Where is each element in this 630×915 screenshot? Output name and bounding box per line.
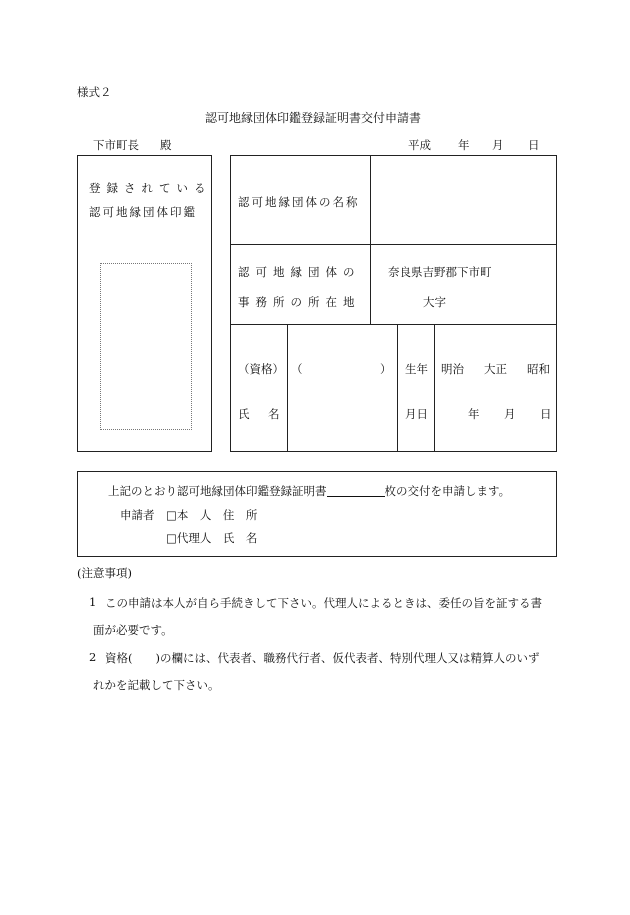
era-taisho: 大正 — [484, 362, 507, 376]
qualification-paren-close: ） — [380, 362, 392, 376]
birth-label-2: 月日 — [405, 407, 428, 421]
column-divider — [434, 324, 435, 452]
date-month-unit: 月 — [492, 138, 504, 152]
column-divider — [370, 155, 371, 324]
qualification-field[interactable] — [302, 356, 378, 378]
birth-year-unit: 年 — [468, 407, 480, 421]
office-address-value-1: 奈良県吉野郡下市町 — [388, 265, 492, 279]
honorific: 殿 — [160, 138, 172, 152]
note-2-number: 2 — [89, 650, 97, 664]
name-label-2: 名 — [268, 407, 280, 421]
note-2-line-2: れかを記載して下さい。 — [93, 678, 220, 692]
date-day-unit: 日 — [528, 138, 540, 152]
request-statement — [108, 483, 510, 499]
applicant-agent-option[interactable]: □代理人 氏 名 — [166, 531, 258, 545]
note-1-line-1: この申請は本人が自ら手続きして下さい。代理人によるときは、委任の旨を証する書 — [105, 596, 542, 610]
request-text-after: 枚の交付を申請します。 — [384, 484, 511, 498]
form-number: 様式２ — [77, 85, 112, 99]
column-divider — [397, 324, 398, 452]
addressee: 下市町長 — [93, 138, 139, 152]
office-address-value-2: 大字 — [423, 295, 446, 309]
note-2-line-1: 資格( )の欄には、代表者、職務代行者、仮代表者、特別代理人又は精算人のいず — [105, 651, 540, 665]
row-divider — [230, 324, 557, 325]
birth-label-1: 生年 — [405, 362, 428, 376]
note-1-number: 1 — [89, 595, 97, 609]
date-year-unit: 年 — [458, 138, 470, 152]
name-label-1: 氏 — [238, 407, 250, 421]
copies-count-field[interactable] — [327, 484, 385, 497]
group-name-field[interactable] — [372, 157, 554, 243]
birth-month-unit: 月 — [504, 407, 516, 421]
group-name-label: 認可地縁団体の名称 — [238, 195, 360, 209]
office-address-label-2: 事務所の所在地 — [238, 295, 361, 309]
office-address-label-1: 認可地縁団体の — [238, 265, 361, 279]
applicant-self-option[interactable]: □本 人 住 所 — [166, 508, 258, 522]
note-1-line-2: 面が必要です。 — [93, 623, 173, 637]
birth-day-unit: 日 — [540, 407, 552, 421]
date-era: 平成 — [408, 138, 431, 152]
qualification-paren-open: （ — [291, 362, 303, 376]
era-meiji: 明治 — [441, 362, 464, 376]
seal-box-label-line1: 登録されている — [89, 181, 212, 195]
request-text-before: 上記のとおり認可地縁団体印鑑登録証明書 — [108, 484, 327, 498]
seal-impression-area[interactable] — [100, 263, 192, 430]
document-title: 認可地縁団体印鑑登録証明書交付申請書 — [205, 111, 422, 125]
applicant-label: 申請者 — [120, 508, 155, 522]
column-divider — [287, 324, 288, 452]
seal-box-label-line2: 認可地縁団体印鑑 — [89, 205, 197, 219]
notes-heading: (注意事項) — [77, 566, 132, 580]
representative-name-field[interactable] — [289, 390, 395, 448]
row-divider — [230, 244, 557, 245]
qualification-label: （資格） — [238, 362, 284, 376]
era-showa: 昭和 — [527, 362, 550, 376]
